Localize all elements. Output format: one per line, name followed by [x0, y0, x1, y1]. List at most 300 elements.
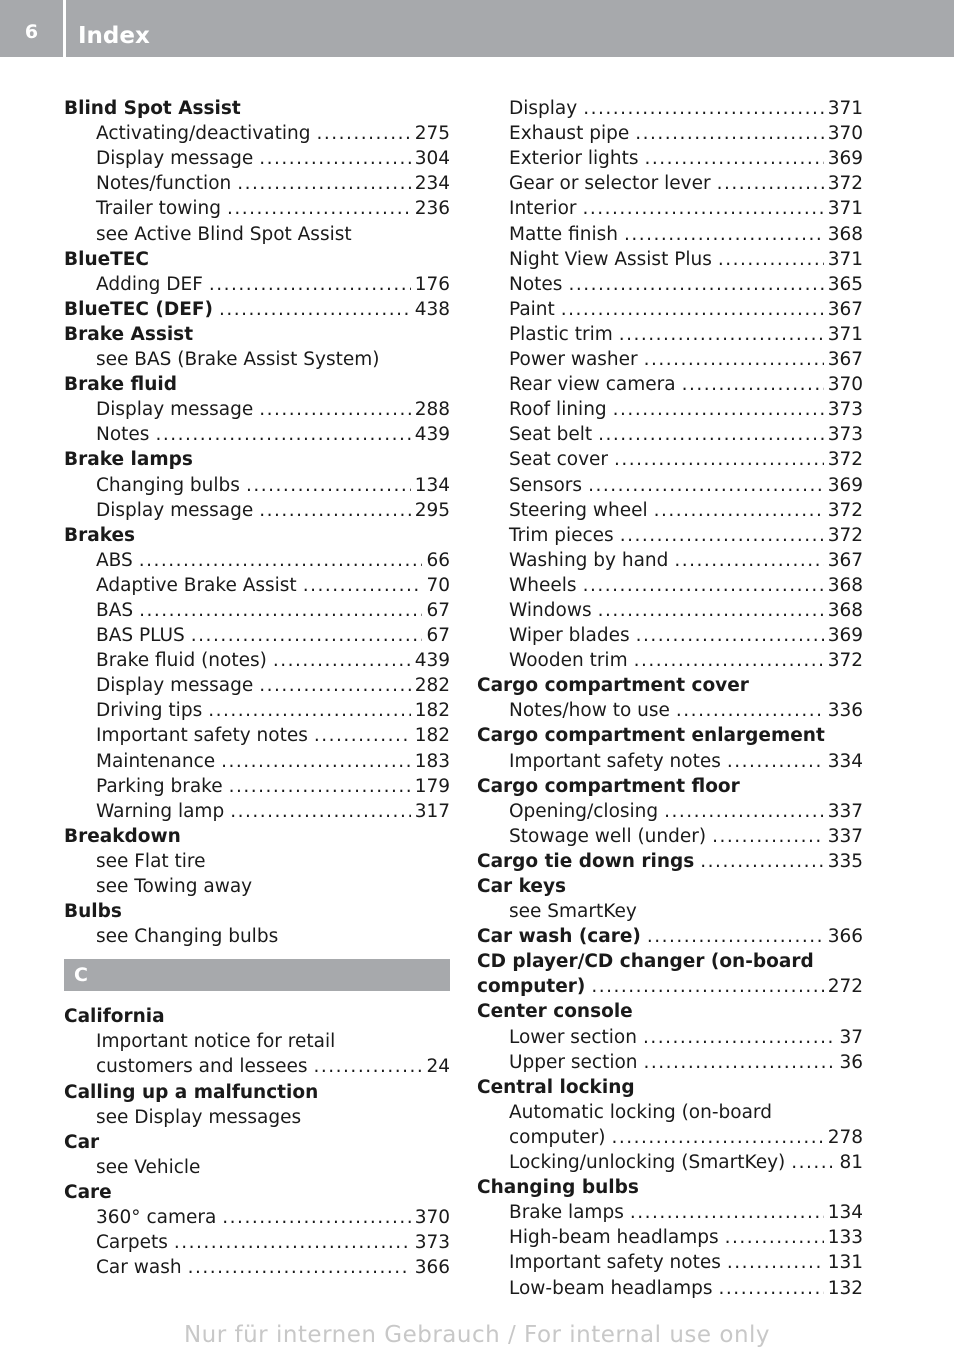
leader-dots — [620, 523, 824, 548]
index-entry — [64, 422, 450, 447]
leader-dots — [259, 498, 410, 523]
index-entry — [64, 1255, 450, 1280]
leader-dots — [314, 1054, 423, 1079]
page-reference: 371 — [827, 198, 863, 220]
index-entry — [477, 1050, 863, 1075]
page-reference: 371 — [827, 98, 863, 120]
entry-label: see Active Blind Spot Assist — [96, 223, 352, 245]
page-reference: 337 — [827, 800, 863, 822]
entry-label: Wheels — [509, 574, 577, 596]
leader-dots — [719, 1276, 824, 1301]
section-letter-header: C — [64, 959, 450, 991]
page-reference: 131 — [827, 1252, 863, 1274]
index-heading — [477, 673, 863, 698]
entry-label: Important safety notes — [509, 1252, 721, 1274]
index-entry — [64, 171, 450, 196]
page-header — [0, 0, 954, 57]
index-entry — [477, 648, 863, 673]
index-entry — [64, 146, 450, 171]
page-reference: 295 — [414, 499, 450, 521]
entry-label: Notes/function — [96, 173, 232, 195]
entry-label: Steering wheel — [509, 499, 648, 521]
index-entry — [477, 698, 863, 723]
leader-dots — [598, 422, 824, 447]
entry-label: Notes/how to use — [509, 700, 670, 722]
index-entry — [64, 774, 450, 799]
page-reference: 369 — [827, 474, 863, 496]
page-reference: 372 — [827, 449, 863, 471]
entry-label: Matte finish — [509, 223, 618, 245]
entry-label: Display message — [96, 399, 254, 421]
page-reference: 369 — [827, 625, 863, 647]
entry-label: Brake lamps — [509, 1202, 624, 1224]
index-heading — [64, 322, 450, 347]
page-reference: 182 — [414, 725, 450, 747]
entry-label: computer) — [509, 1126, 606, 1148]
leader-dots — [316, 121, 410, 146]
page-reference: 234 — [414, 173, 450, 195]
index-entry — [477, 573, 863, 598]
entry-label: Trim pieces — [509, 524, 614, 546]
page-reference: 288 — [414, 399, 450, 421]
leader-dots — [718, 247, 824, 272]
leader-dots — [229, 774, 411, 799]
page-reference: 179 — [414, 775, 450, 797]
index-entry — [477, 96, 863, 121]
leader-dots — [712, 824, 824, 849]
entry-label: see BAS (Brake Assist System) — [96, 349, 380, 371]
entry-label: BlueTEC — [64, 248, 149, 270]
page-reference: 67 — [426, 625, 450, 647]
entry-label: Seat belt — [509, 424, 593, 446]
entry-label: Warning lamp — [96, 800, 225, 822]
index-entry — [64, 1105, 450, 1130]
leader-dots — [561, 297, 824, 322]
leader-dots — [209, 272, 411, 297]
page-reference: 66 — [426, 549, 450, 571]
leader-dots — [624, 222, 824, 247]
leader-dots — [246, 473, 411, 498]
page-reference: 336 — [827, 700, 863, 722]
leader-dots — [644, 1050, 836, 1075]
index-heading — [477, 974, 863, 999]
entry-label: Exhaust pipe — [509, 123, 630, 145]
leader-dots — [635, 121, 823, 146]
entry-label: Driving tips — [96, 700, 203, 722]
index-heading — [64, 447, 450, 472]
entry-label: Display — [509, 98, 578, 120]
page-reference: 370 — [827, 374, 863, 396]
entry-label: Locking/unlocking (SmartKey) — [509, 1152, 786, 1174]
page-reference: 176 — [414, 273, 450, 295]
page-reference: 439 — [414, 424, 450, 446]
entry-label: see Display messages — [96, 1106, 302, 1128]
index-entry — [64, 924, 450, 949]
index-entry — [477, 1250, 863, 1275]
page-reference: 366 — [414, 1257, 450, 1279]
index-entry — [477, 221, 863, 246]
index-entry — [64, 1205, 450, 1230]
page-reference: 236 — [414, 198, 450, 220]
entry-label: Center console — [477, 1001, 633, 1023]
page-reference: 372 — [827, 524, 863, 546]
index-heading — [64, 297, 450, 322]
entry-label: Roof lining — [509, 399, 607, 421]
leader-dots — [700, 849, 823, 874]
leader-dots — [636, 623, 824, 648]
index-heading — [477, 1075, 863, 1100]
index-heading — [477, 774, 863, 799]
index-entry — [477, 1225, 863, 1250]
leader-dots — [227, 196, 411, 221]
index-entry — [477, 146, 863, 171]
page-reference: 70 — [426, 574, 450, 596]
entry-label: Cargo compartment enlargement — [477, 725, 825, 747]
entry-label: Seat cover — [509, 449, 609, 471]
index-entry — [477, 171, 863, 196]
index-heading — [64, 899, 450, 924]
page-title: Index — [78, 23, 150, 49]
entry-label: Important safety notes — [509, 750, 721, 772]
leader-dots — [682, 372, 824, 397]
page-reference: 67 — [426, 599, 450, 621]
entry-label: Care — [64, 1181, 112, 1203]
index-entry — [477, 498, 863, 523]
leader-dots — [630, 1200, 824, 1225]
page-reference: 370 — [827, 123, 863, 145]
index-heading — [477, 999, 863, 1024]
entry-label: computer) — [477, 976, 586, 998]
page-reference: 366 — [827, 926, 863, 948]
page-number: 6 — [24, 20, 39, 43]
entry-label: Display message — [96, 675, 254, 697]
page-reference: 134 — [414, 474, 450, 496]
index-entry — [477, 272, 863, 297]
page-reference: 282 — [414, 675, 450, 697]
entry-label: Activating/deactivating — [96, 123, 311, 145]
entry-label: Changing bulbs — [96, 474, 240, 496]
entry-label: Brake fluid — [64, 374, 177, 396]
entry-label: see Towing away — [96, 876, 253, 897]
entry-label: Important safety notes — [96, 725, 308, 747]
index-entry — [477, 422, 863, 447]
page-reference: 367 — [827, 349, 863, 371]
page-reference: 373 — [414, 1232, 450, 1254]
index-entry — [477, 472, 863, 497]
index-heading — [477, 874, 863, 899]
leader-dots — [643, 1025, 836, 1050]
index-entry — [64, 196, 450, 221]
index-entry — [64, 748, 450, 773]
index-entry — [477, 899, 863, 924]
index-entry — [64, 548, 450, 573]
page-reference: 37 — [839, 1026, 863, 1048]
entry-label: Trailer towing — [96, 198, 221, 220]
entry-label: BAS — [96, 599, 134, 621]
leader-dots — [273, 648, 411, 673]
entry-label: CD player/CD changer (on-board — [477, 951, 814, 973]
leader-dots — [583, 196, 824, 221]
index-heading — [477, 849, 863, 874]
index-heading — [64, 824, 450, 849]
entry-label: Windows — [509, 599, 592, 621]
page-reference: 368 — [827, 574, 863, 596]
page-reference: 36 — [839, 1051, 863, 1073]
index-entry — [64, 1054, 450, 1079]
page-reference: 134 — [827, 1202, 863, 1224]
leader-dots — [727, 1250, 824, 1275]
index-entry — [64, 648, 450, 673]
leader-dots — [230, 799, 411, 824]
index-entry — [477, 347, 863, 372]
index-heading — [64, 96, 450, 121]
leader-dots — [303, 573, 423, 598]
entry-label: Stowage well (under) — [509, 825, 707, 847]
index-entry — [64, 1029, 450, 1054]
index-heading — [64, 247, 450, 272]
index-entry — [477, 121, 863, 146]
entry-label: customers and lessees — [96, 1056, 308, 1078]
entry-label: Cargo tie down rings — [477, 850, 695, 872]
index-entry — [477, 247, 863, 272]
index-entry — [477, 623, 863, 648]
index-heading — [64, 523, 450, 548]
leader-dots — [725, 1225, 824, 1250]
page-reference: 272 — [827, 976, 863, 998]
index-entry — [64, 673, 450, 698]
leader-dots — [237, 171, 410, 196]
index-entry — [477, 824, 863, 849]
leader-dots — [654, 498, 824, 523]
leader-dots — [614, 447, 824, 472]
entry-label: Carpets — [96, 1232, 168, 1254]
entry-label: Opening/closing — [509, 800, 659, 822]
leader-dots — [259, 397, 410, 422]
page-reference: 373 — [827, 424, 863, 446]
leader-dots — [583, 96, 823, 121]
leader-dots — [619, 322, 824, 347]
index-entry — [477, 1100, 863, 1125]
entry-label: Blind Spot Assist — [64, 98, 241, 120]
page-reference: 367 — [827, 298, 863, 320]
index-column-left — [64, 96, 450, 1280]
index-heading — [64, 1180, 450, 1205]
entry-label: Car wash — [96, 1257, 182, 1279]
page-reference: 317 — [414, 800, 450, 822]
index-entry — [477, 748, 863, 773]
entry-label: Low-beam headlamps — [509, 1277, 713, 1299]
index-entry — [477, 397, 863, 422]
index-entry — [477, 548, 863, 573]
entry-label: Upper section — [509, 1051, 638, 1073]
page-reference: 368 — [827, 599, 863, 621]
entry-label: Adding DEF — [96, 273, 203, 295]
index-entry — [477, 523, 863, 548]
entry-label: Parking brake — [96, 775, 223, 797]
entry-label: 360° camera — [96, 1207, 217, 1229]
entry-label: Display message — [96, 499, 254, 521]
index-heading — [477, 723, 863, 748]
leader-dots — [598, 598, 824, 623]
index-entry — [64, 121, 450, 146]
index-entry — [64, 573, 450, 598]
leader-dots — [139, 548, 423, 573]
entry-label: Sensors — [509, 474, 583, 496]
entry-label: Car keys — [477, 876, 567, 897]
page-reference: 373 — [827, 399, 863, 421]
leader-dots — [155, 422, 410, 447]
entry-label: Lower section — [509, 1026, 637, 1048]
index-entry — [477, 1150, 863, 1175]
index-entry — [64, 397, 450, 422]
entry-label: Cargo compartment floor — [477, 775, 740, 797]
page-reference: 275 — [414, 123, 450, 145]
leader-dots — [727, 749, 824, 774]
leader-dots — [221, 749, 411, 774]
index-entry — [477, 598, 863, 623]
page-reference: 368 — [827, 223, 863, 245]
index-heading — [64, 372, 450, 397]
header-divider — [63, 0, 66, 57]
leader-dots — [259, 673, 410, 698]
entry-label: see Flat tire — [96, 850, 206, 872]
entry-label: Important notice for retail — [96, 1031, 336, 1053]
leader-dots — [259, 146, 410, 171]
index-entry — [64, 272, 450, 297]
entry-label: Gear or selector lever — [509, 173, 711, 195]
page-reference: 372 — [827, 173, 863, 195]
index-entry — [64, 1230, 450, 1255]
index-entry — [477, 322, 863, 347]
entry-label: Rear view camera — [509, 374, 676, 396]
page-reference: 439 — [414, 650, 450, 672]
index-entry — [64, 472, 450, 497]
entry-label: Car wash (care) — [477, 926, 641, 948]
index-entry — [477, 447, 863, 472]
entry-label: California — [64, 1006, 165, 1028]
page-reference: 182 — [414, 700, 450, 722]
entry-label: Exterior lights — [509, 148, 639, 170]
entry-label: Cargo compartment cover — [477, 675, 749, 697]
index-entry — [477, 1200, 863, 1225]
entry-label: Calling up a malfunction — [64, 1081, 319, 1103]
index-entry — [64, 623, 450, 648]
page-reference: 369 — [827, 148, 863, 170]
page-reference: 372 — [827, 650, 863, 672]
leader-dots — [674, 548, 823, 573]
leader-dots — [644, 347, 824, 372]
index-entry — [477, 799, 863, 824]
leader-dots — [613, 397, 824, 422]
page-reference: 365 — [827, 273, 863, 295]
index-entry — [64, 849, 450, 874]
entry-label: Power washer — [509, 349, 638, 371]
entry-label: Bulbs — [64, 901, 122, 923]
index-entry — [477, 1275, 863, 1300]
leader-dots — [208, 698, 410, 723]
index-heading — [477, 949, 863, 974]
page-reference: 372 — [827, 499, 863, 521]
entry-label: Notes — [509, 273, 563, 295]
page-reference: 334 — [827, 750, 863, 772]
entry-label: Display message — [96, 148, 254, 170]
leader-dots — [191, 623, 423, 648]
index-entry — [64, 498, 450, 523]
index-entry — [477, 196, 863, 221]
index-entry — [64, 698, 450, 723]
entry-label: Central locking — [477, 1076, 635, 1098]
index-entry — [477, 1024, 863, 1049]
index-entry — [64, 799, 450, 824]
entry-label: Wooden trim — [509, 650, 628, 672]
index-entry — [64, 598, 450, 623]
index-heading — [64, 1004, 450, 1029]
entry-label: Notes — [96, 424, 150, 446]
index-heading — [64, 1079, 450, 1104]
entry-label: Brake lamps — [64, 449, 193, 471]
leader-dots — [676, 698, 824, 723]
page-reference: 132 — [827, 1277, 863, 1299]
leader-dots — [568, 272, 823, 297]
index-entry — [64, 874, 450, 899]
index-entry — [64, 1155, 450, 1180]
entry-label: Breakdown — [64, 825, 181, 847]
entry-label: see Changing bulbs — [96, 926, 279, 948]
leader-dots — [717, 171, 824, 196]
leader-dots — [664, 799, 824, 824]
entry-label: Adaptive Brake Assist — [96, 574, 297, 596]
page-reference: 335 — [827, 850, 863, 872]
page-reference: 371 — [827, 248, 863, 270]
leader-dots — [644, 146, 823, 171]
leader-dots — [188, 1255, 411, 1280]
leader-dots — [222, 1205, 410, 1230]
page-reference: 337 — [827, 825, 863, 847]
entry-label: Maintenance — [96, 750, 216, 772]
page-reference: 133 — [827, 1227, 863, 1249]
entry-label: Brakes — [64, 524, 136, 546]
leader-dots — [791, 1150, 835, 1175]
page-reference: 278 — [827, 1126, 863, 1148]
index-entry — [477, 297, 863, 322]
index-entry — [64, 347, 450, 372]
entry-label: High-beam headlamps — [509, 1227, 719, 1249]
entry-label: Automatic locking (on-board — [509, 1101, 772, 1123]
entry-label: Car — [64, 1131, 100, 1153]
leader-dots — [219, 297, 411, 322]
entry-label: Changing bulbs — [477, 1177, 639, 1199]
entry-label: Night View Assist Plus — [509, 248, 712, 270]
leader-dots — [634, 648, 824, 673]
leader-dots — [591, 974, 823, 999]
page-reference: 81 — [839, 1152, 863, 1174]
entry-label: Wiper blades — [509, 625, 630, 647]
entry-label: Interior — [509, 198, 577, 220]
index-entry — [64, 723, 450, 748]
entry-label: see Vehicle — [96, 1156, 201, 1178]
leader-dots — [647, 924, 824, 949]
page-reference: 24 — [426, 1056, 450, 1078]
entry-label: see SmartKey — [509, 901, 637, 923]
index-heading — [477, 1175, 863, 1200]
leader-dots — [611, 1125, 823, 1150]
page-reference: 367 — [827, 549, 863, 571]
entry-label: ABS — [96, 549, 133, 571]
leader-dots — [583, 573, 824, 598]
leader-dots — [588, 473, 824, 498]
index-heading — [64, 1130, 450, 1155]
leader-dots — [139, 598, 422, 623]
